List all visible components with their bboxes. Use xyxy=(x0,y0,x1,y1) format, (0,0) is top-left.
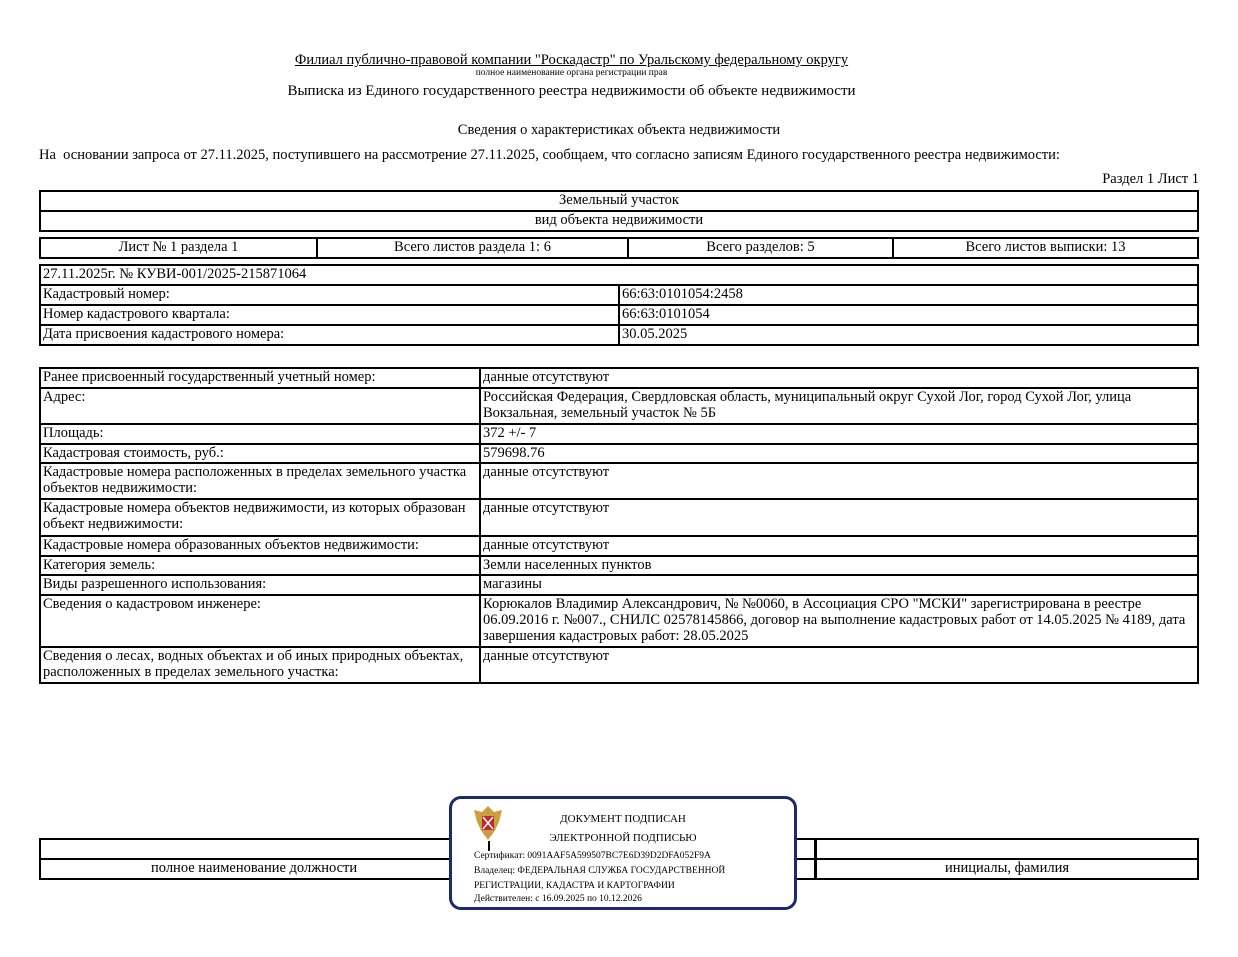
field-label: Кадастровый номер: xyxy=(40,285,619,305)
column-divider xyxy=(814,838,816,878)
field-label: Кадастровая стоимость, руб.: xyxy=(40,444,480,463)
intro-text: На основании запроса от 27.11.2025, поступившего на рассмотрение 27.11.2025, сообщаем, что согласно записям Единого государственного реестра недвижимости: xyxy=(39,147,1060,163)
field-label: Площадь: xyxy=(40,424,480,444)
field-value: 66:63:0101054 xyxy=(619,305,1198,325)
name-caption: инициалы, фамилия xyxy=(816,859,1198,879)
field-label: Кадастровые номера расположенных в пределах земельного участка объектов недвижимости: xyxy=(40,463,480,499)
extract-sheets-total: Всего листов выписки: 13 xyxy=(893,238,1198,258)
field-value: Земли населенных пунктов xyxy=(480,556,1198,575)
org-caption: полное наименование органа регистрации прав xyxy=(475,68,668,78)
stamp-owner-line1: Владелец: ФЕДЕРАЛЬНАЯ СЛУЖБА ГОСУДАРСТВЕННОЙ xyxy=(474,866,726,876)
stamp-validity: Действителен: с 16.09.2025 по 10.12.2026 xyxy=(474,894,642,904)
field-value: данные отсутствуют xyxy=(480,536,1198,556)
field-label: Кадастровые номера объектов недвижимости, из которых образован объект недвижимости: xyxy=(40,499,480,536)
stamp-owner-line2: РЕГИСТРАЦИИ, КАДАСТРА И КАРТОГРАФИИ xyxy=(474,881,675,891)
field-label: Ранее присвоенный государственный учетный номер: xyxy=(40,368,480,388)
field-value: 30.05.2025 xyxy=(619,325,1198,345)
stamp-line1: ДОКУМЕНТ ПОДПИСАН xyxy=(560,813,686,825)
stamp-line2: ЭЛЕКТРОННОЙ ПОДПИСЬЮ xyxy=(549,832,697,844)
sheets-table xyxy=(39,237,1199,259)
field-value: данные отсутствуют xyxy=(480,368,1198,388)
characteristics-table xyxy=(39,367,1199,684)
document-title: Выписка из Единого государственного реестра недвижимости об объекте недвижимости xyxy=(287,83,856,99)
sections-total: Всего разделов: 5 xyxy=(628,238,893,258)
field-value: 66:63:0101054:2458 xyxy=(619,285,1198,305)
field-label: Адрес: xyxy=(40,388,480,424)
position-caption: полное наименование должности xyxy=(40,859,816,879)
cadastral-table xyxy=(39,264,1199,346)
field-value: 372 +/- 7 xyxy=(480,424,1198,444)
document-subtitle: Сведения о характеристиках объекта недвижимости xyxy=(457,122,781,138)
object-type: Земельный участок xyxy=(40,191,1198,211)
field-value: данные отсутствуют xyxy=(480,499,1198,536)
field-value: Корюкалов Владимир Александрович, № №0060, в Ассоциация СРО "МСКИ" зарегистрирована в реестре 06.09.2016 г. №007., СНИЛС 02578145866, договор на выполнение кадастровых работ от 14.05.2025 № 4189, дата завершения кадастровых работ: 28.05.2025 xyxy=(480,595,1198,647)
field-value: магазины xyxy=(480,575,1198,595)
field-label: Сведения о лесах, водных объектах и об иных природных объектах, расположенных в пределах земельного участка: xyxy=(40,647,480,683)
field-label: Категория земель: xyxy=(40,556,480,575)
field-value: 579698.76 xyxy=(480,444,1198,463)
field-label: Номер кадастрового квартала: xyxy=(40,305,619,325)
section-sheet: Раздел 1 Лист 1 xyxy=(1102,171,1199,187)
field-label: Сведения о кадастровом инженере: xyxy=(40,595,480,647)
section-sheets-total: Всего листов раздела 1: 6 xyxy=(317,238,628,258)
org-name: Филиал публично-правовой компании "Роскадастр" по Уральскому федеральному округу xyxy=(294,52,849,68)
electronic-signature-stamp xyxy=(449,796,797,910)
stamp-certificate: Сертификат: 0091AAF5A599507BC7E6D39D2DFA052F9A xyxy=(474,851,711,861)
registration-number: 27.11.2025г. № КУВИ-001/2025-215871064 xyxy=(40,265,1198,285)
field-label: Дата присвоения кадастрового номера: xyxy=(40,325,619,345)
object-type-table xyxy=(39,190,1199,232)
field-value: данные отсутствуют xyxy=(480,463,1198,499)
object-type-caption: вид объекта недвижимости xyxy=(40,211,1198,231)
field-value: данные отсутствуют xyxy=(480,647,1198,683)
field-label: Кадастровые номера образованных объектов недвижимости: xyxy=(40,536,480,556)
field-value: Российская Федерация, Свердловская область, муниципальный округ Сухой Лог, город Сухой Лог, улица Вокзальная, земельный участок № 5Б xyxy=(480,388,1198,424)
sheet-number: Лист № 1 раздела 1 xyxy=(40,238,317,258)
field-label: Виды разрешенного использования: xyxy=(40,575,480,595)
